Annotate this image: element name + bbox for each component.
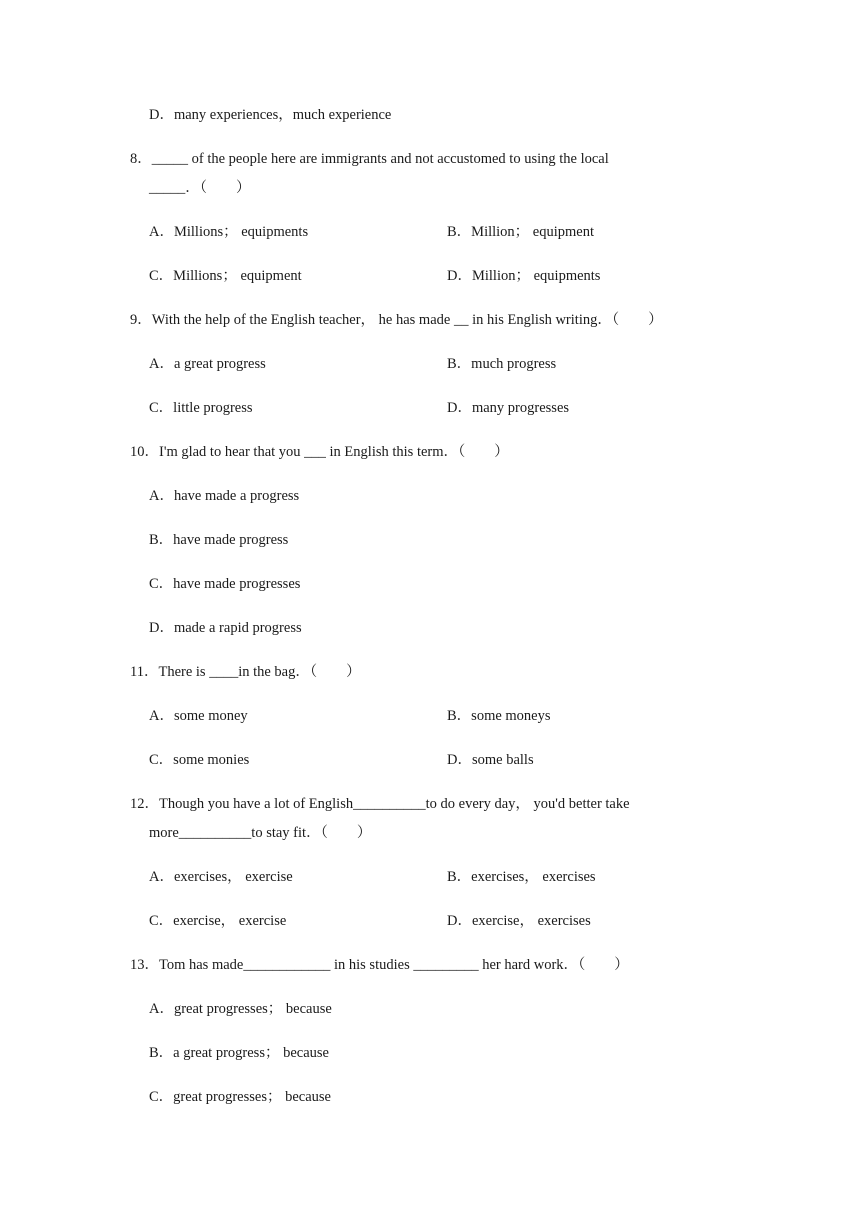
question-9-stem: 9．With the help of the English teacher， he has made __ in his English writing．（ ）: [130, 312, 663, 328]
question-12-stem: 12．Though you have a lot of English__________to do every day， you'd better take: [130, 796, 630, 812]
question-10-option-c: C．have made progresses: [149, 576, 301, 592]
question-8-stem: 8．_____ of the people here are immigrants and not accustomed to using the local: [130, 151, 609, 167]
question-8-stem-cont: _____．（ ）: [149, 180, 251, 196]
question-8-option-b: B．Million； equipment: [447, 224, 595, 240]
question-10-option-a: A．have made a progress: [149, 488, 300, 504]
question-12-option-a: A．exercises， exercise: [149, 869, 293, 885]
question-13-option-b: B．a great progress； because: [149, 1045, 329, 1061]
question-11-option-a: A．some money: [149, 708, 248, 724]
question-10-option-b: B．have made progress: [149, 532, 289, 548]
question-11-option-d: D．some balls: [447, 752, 534, 768]
question-10-stem: 10．I'm glad to hear that you ___ in English this term．（ ）: [130, 444, 509, 460]
question-8-option-c: C．Millions； equipment: [149, 268, 302, 284]
option-d-prev: D．many experiences，much experience: [149, 107, 392, 123]
question-12-option-c: C．exercise， exercise: [149, 913, 287, 929]
question-12-option-b: B．exercises， exercises: [447, 869, 596, 885]
question-9-option-b: B．much progress: [447, 356, 557, 372]
question-11-option-c: C．some monies: [149, 752, 250, 768]
question-9-option-d: D．many progresses: [447, 400, 570, 416]
question-8-option-a: A．Millions； equipments: [149, 224, 309, 240]
question-11-option-b: B．some moneys: [447, 708, 551, 724]
question-10-option-d: D．made a rapid progress: [149, 620, 302, 636]
question-13-option-a: A．great progresses； because: [149, 1001, 332, 1017]
question-8-option-d: D．Million； equipments: [447, 268, 601, 284]
question-11-stem: 11．There is ____in the bag．（ ）: [130, 664, 361, 680]
question-12-stem-cont: more__________to stay fit．（ ）: [149, 825, 372, 841]
question-12-option-d: D．exercise， exercises: [447, 913, 591, 929]
question-13-option-c: C．great progresses； because: [149, 1089, 331, 1105]
question-9-option-a: A．a great progress: [149, 356, 266, 372]
question-13-stem: 13．Tom has made____________ in his studies _________ her hard work．（ ）: [130, 957, 629, 973]
question-9-option-c: C．little progress: [149, 400, 253, 416]
